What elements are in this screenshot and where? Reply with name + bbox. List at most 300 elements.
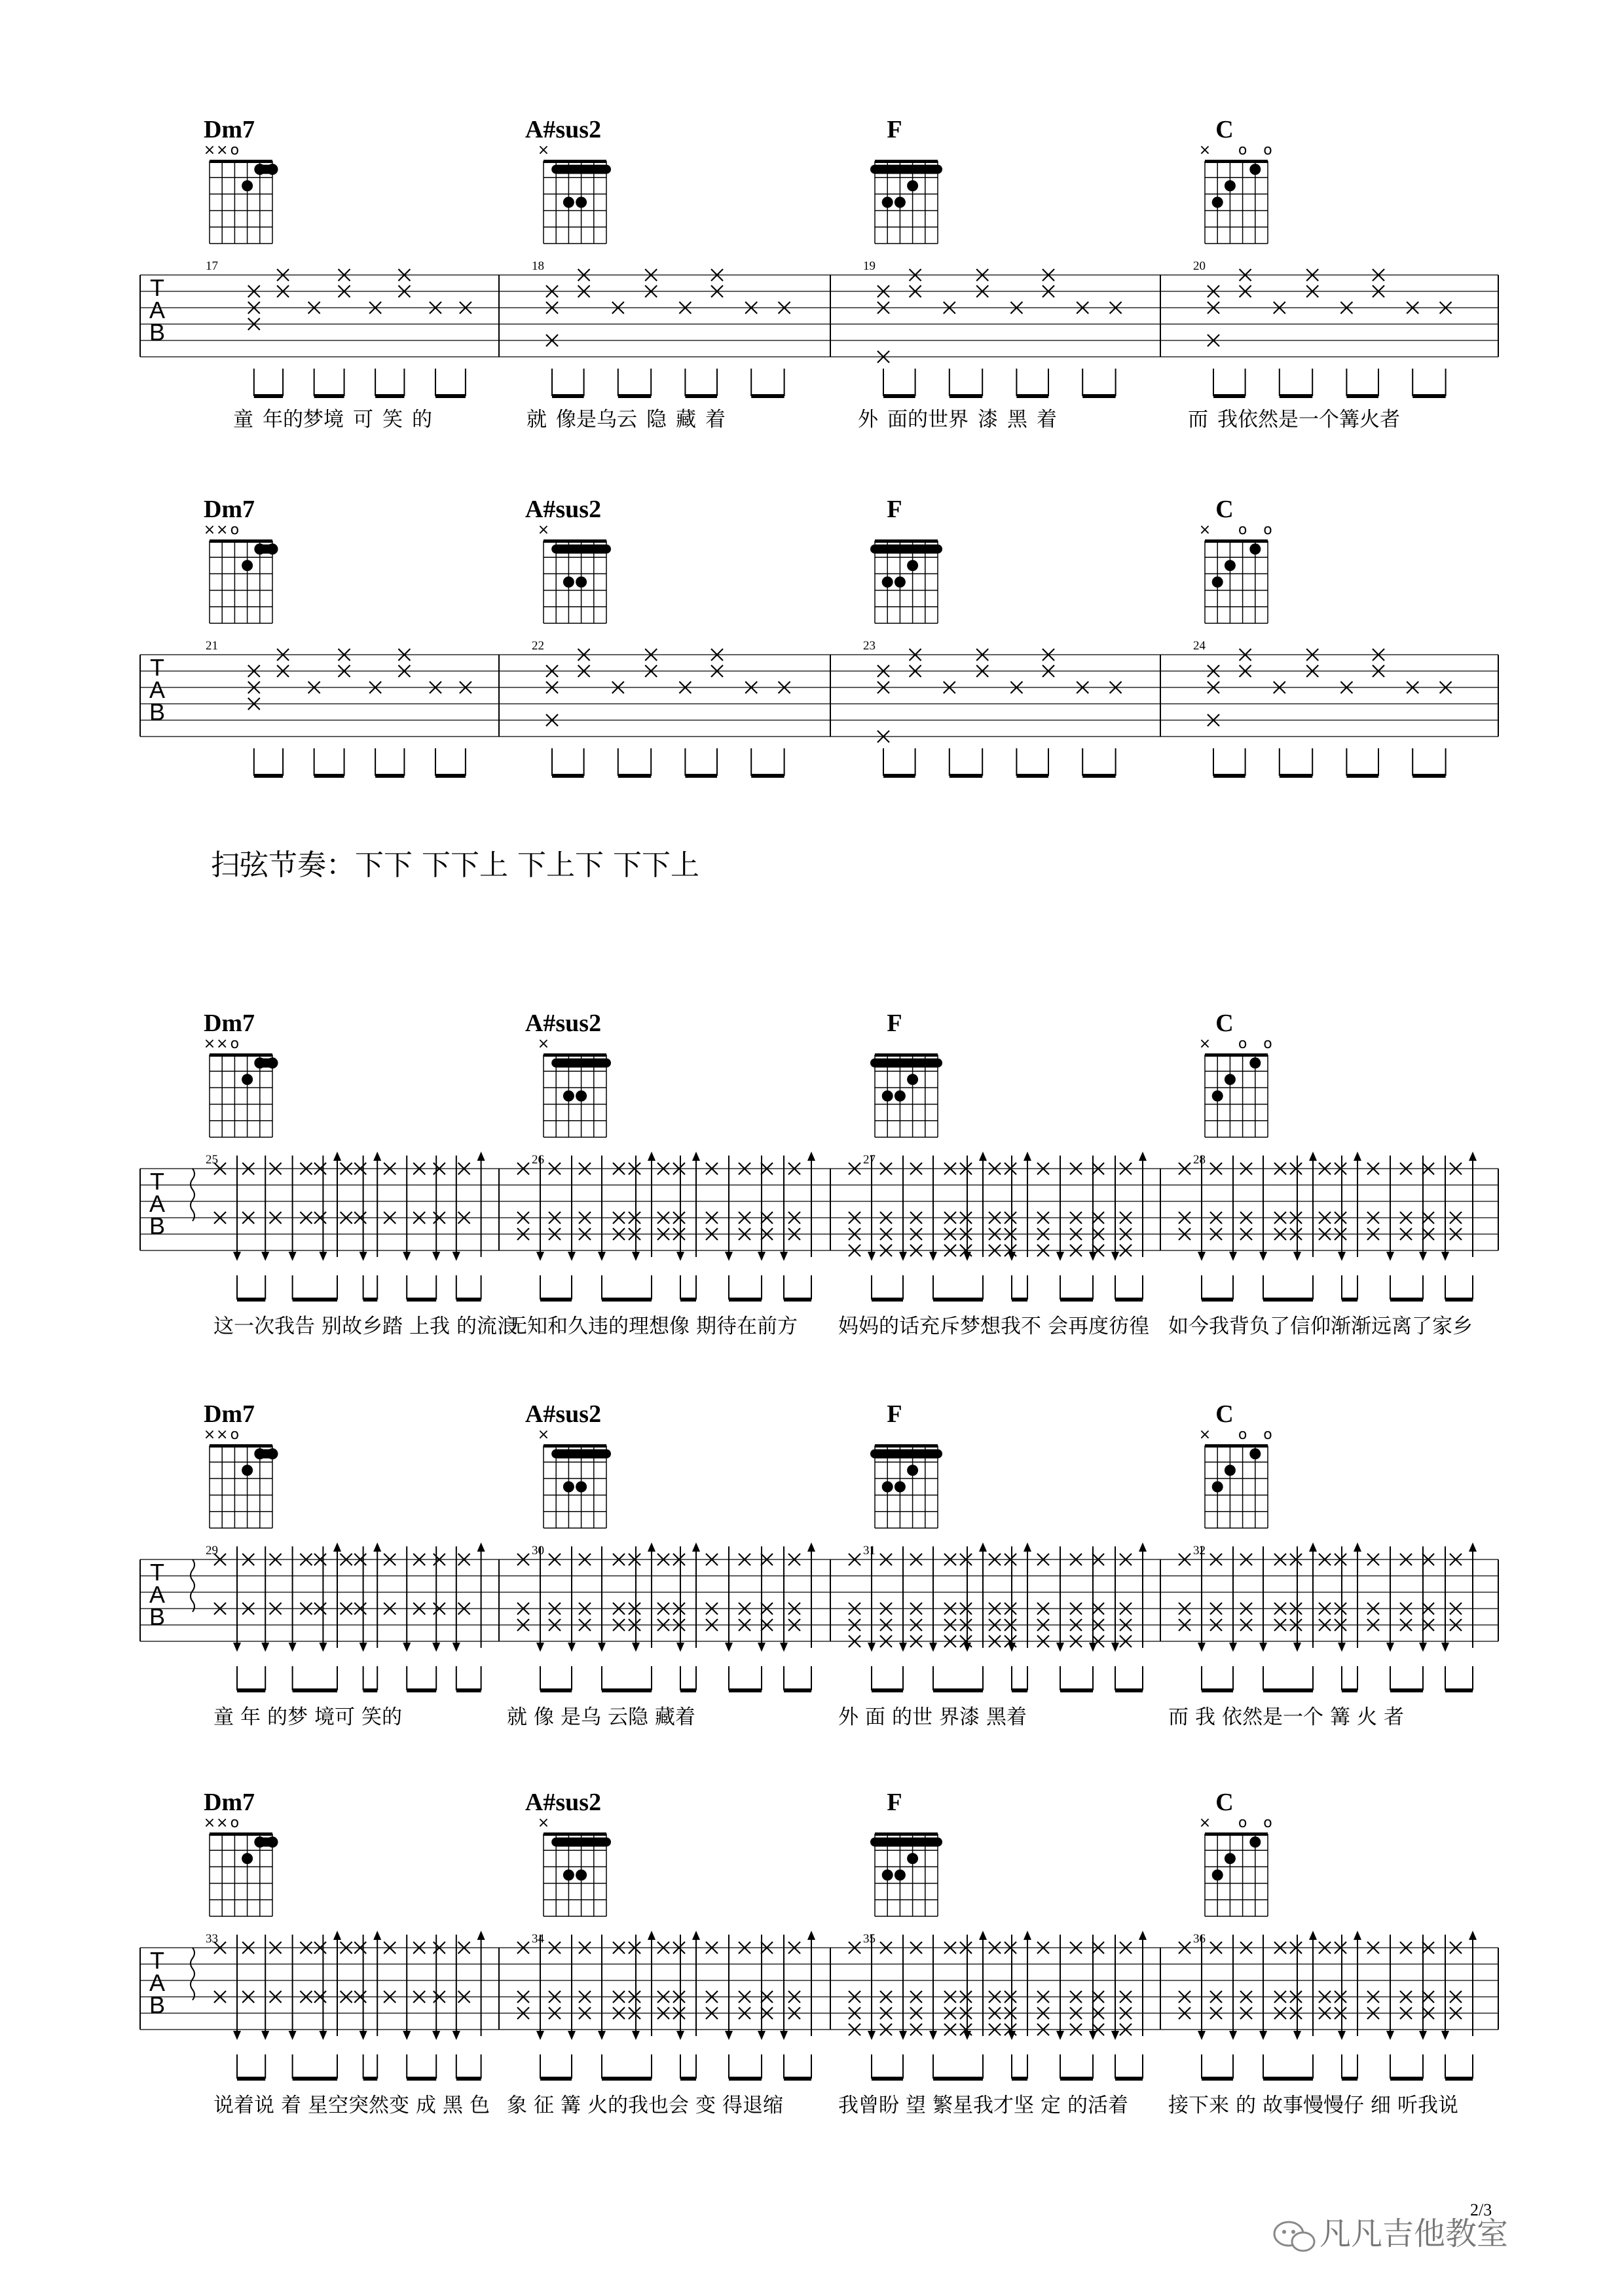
strum-down-arrow [1229, 1643, 1237, 1652]
lyric-line [1168, 2094, 1458, 2117]
strum-down-arrow [452, 1643, 460, 1652]
strum-down-arrow [1008, 2031, 1016, 2040]
measure-number: 24 [1193, 639, 1206, 653]
finger-dot [895, 1482, 906, 1493]
finger-dot [907, 1853, 918, 1864]
lyric-line [838, 1705, 1027, 1729]
muted-string-marker: × [1198, 1815, 1211, 1831]
chord-diagram [1199, 496, 1272, 623]
strum-down-arrow [929, 1643, 937, 1652]
strum-up-arrow [1139, 1152, 1147, 1161]
strum-down-arrow [233, 1252, 241, 1261]
strum-down-arrow [568, 1643, 576, 1652]
strum-up-arrow [979, 1542, 987, 1552]
finger-dot [267, 1448, 278, 1459]
strum-down-arrow [261, 2031, 269, 2040]
strum-down-arrow [319, 1252, 327, 1261]
strum-down-arrow [1259, 2031, 1267, 2040]
nut [1205, 539, 1268, 543]
lyric-segment: 童 [233, 408, 253, 431]
strum-down-arrow [929, 2031, 937, 2040]
lyric-segment: 着 [705, 408, 726, 431]
tab-clef-letter: B [149, 699, 166, 725]
finger-dot [882, 1482, 893, 1493]
finger-dot [1225, 1465, 1236, 1476]
strum-down-arrow [536, 1643, 544, 1652]
tab-system [140, 1400, 1498, 1729]
barre [551, 1059, 611, 1068]
lyric-segment: 外 [858, 408, 878, 431]
strum-down-arrow [1259, 1252, 1267, 1261]
open-string-marker: o [1238, 522, 1247, 538]
tab-clef-letter: T [150, 274, 164, 301]
chord-diagram [525, 496, 611, 623]
tab-clef-letter: B [149, 1212, 166, 1239]
muted-string-marker: × [1198, 142, 1211, 158]
finger-dot [882, 197, 893, 208]
strum-down-arrow [289, 1643, 297, 1652]
lyric-line [838, 2094, 1128, 2117]
tab-clef-letter: A [149, 1969, 166, 1996]
tab-clef-letter: T [150, 1168, 164, 1195]
nut [210, 539, 272, 543]
strum-down-arrow [632, 1643, 640, 1652]
measure-number: 20 [1193, 259, 1206, 273]
lyric-segment: 接下来 [1168, 2094, 1229, 2117]
chord-diagram [870, 1789, 942, 1916]
lyric-segment: 黑 [443, 2094, 463, 2117]
strum-down-arrow [868, 2031, 876, 2040]
strum-down-arrow [598, 2031, 606, 2040]
lyric-segment: 星空突然变 [308, 2094, 409, 2117]
rasgueado-mark [191, 1948, 194, 2000]
nut [544, 539, 606, 543]
strum-down-arrow [1419, 1643, 1427, 1652]
nut [210, 1444, 272, 1448]
finger-dot [254, 1057, 265, 1068]
strum-up-arrow [1309, 1542, 1317, 1552]
lyric-segment: 境可 [314, 1705, 355, 1729]
measure-number: 23 [863, 639, 876, 653]
finger-dot [254, 1448, 265, 1459]
lyric-line [1188, 408, 1400, 431]
strum-down-arrow [360, 1643, 367, 1652]
strum-down-arrow [1111, 1643, 1119, 1652]
chord-diagram [525, 1400, 611, 1528]
lyric-segment: 童 [213, 1705, 234, 1729]
lyric-segment: 火 [1357, 1705, 1377, 1729]
strum-down-arrow [899, 1643, 907, 1652]
finger-dot [576, 197, 587, 208]
lyric-segment: 隐 [646, 408, 667, 431]
finger-dot [563, 197, 574, 208]
strum-down-arrow [929, 1252, 937, 1261]
tab-clef-letter: B [149, 1992, 166, 2018]
lyric-segment: 火的我也会 [587, 2094, 689, 2117]
nut [875, 1053, 938, 1057]
page-number: 2/3 [1470, 2200, 1492, 2219]
measure-number: 22 [532, 639, 544, 653]
strum-up-arrow [1139, 1542, 1147, 1552]
finger-dot [882, 577, 893, 588]
lyric-segment: 征 [534, 2094, 554, 2117]
strum-down-arrow [676, 2031, 684, 2040]
chord-diagram [870, 116, 942, 244]
rasgueado-mark [191, 1559, 194, 1612]
strum-down-arrow [1056, 1252, 1064, 1261]
barre [551, 165, 611, 174]
muted-string-marker: × [203, 522, 216, 538]
chord-diagram [870, 496, 942, 623]
chord-diagram [525, 1789, 611, 1916]
chord-name: F [887, 1400, 902, 1428]
lyric-segment: 繁星我才坚 [932, 2094, 1034, 2117]
strum-down-arrow [1419, 1252, 1427, 1261]
finger-dot [1212, 577, 1223, 588]
strum-down-arrow [1198, 2031, 1206, 2040]
finger-dot [242, 1465, 253, 1476]
finger-dot [882, 1091, 893, 1102]
strum-down-arrow [1293, 1252, 1301, 1261]
strum-up-arrow [1024, 1542, 1031, 1552]
lyric-line [1168, 1315, 1473, 1338]
strum-down-arrow [963, 1643, 971, 1652]
chord-name: A#sus2 [525, 1400, 602, 1428]
strum-down-arrow [1441, 2031, 1449, 2040]
finger-dot [907, 560, 918, 571]
chord-name: F [887, 1789, 902, 1816]
strum-down-arrow [536, 2031, 544, 2040]
open-string-marker: o [230, 1815, 240, 1831]
chord-name: A#sus2 [525, 116, 602, 143]
finger-dot [242, 1853, 253, 1864]
tab-clef-letter: A [149, 1581, 166, 1608]
muted-string-marker: × [537, 522, 550, 538]
tab-system [140, 1789, 1498, 2117]
wechat-watermark [1274, 2215, 1508, 2252]
lyric-segment: 着 [1037, 408, 1057, 431]
strum-down-arrow [1338, 1252, 1346, 1261]
measure-number: 21 [206, 639, 218, 653]
chord-name: C [1215, 1400, 1234, 1428]
muted-string-marker: × [215, 1427, 229, 1443]
lyric-segment: 篝 [1330, 1705, 1350, 1729]
tab-clef-letter: A [149, 1190, 166, 1217]
strum-down-arrow [868, 1643, 876, 1652]
chord-name: Dm7 [203, 1400, 255, 1428]
finger-dot [267, 543, 278, 555]
chord-diagram [870, 1010, 942, 1137]
barre [870, 1059, 942, 1068]
open-string-marker: o [1263, 522, 1272, 538]
finger-dot [1212, 1482, 1223, 1493]
finger-dot [576, 1870, 587, 1881]
strum-down-arrow [403, 2031, 411, 2040]
lyric-line [1168, 1705, 1404, 1729]
lyric-line [507, 2094, 783, 2117]
lyric-segment: 象 [507, 2094, 527, 2117]
strum-down-arrow [403, 1252, 411, 1261]
tab-system [140, 1010, 1498, 1338]
finger-dot [895, 577, 906, 588]
lyric-line [213, 2094, 490, 2117]
chord-name: A#sus2 [525, 1010, 602, 1037]
measure-number: 34 [532, 1932, 544, 1946]
lyric-segment: 的世 [892, 1705, 932, 1729]
finger-dot [895, 1091, 906, 1102]
lyric-segment: 说着说 [213, 2094, 274, 2117]
strum-down-arrow [1198, 1252, 1206, 1261]
finger-dot [1225, 560, 1236, 571]
strum-down-arrow [1293, 1643, 1301, 1652]
chord-diagram [1199, 1010, 1272, 1137]
chord-diagram [204, 496, 278, 623]
strum-up-arrow [692, 1542, 700, 1552]
finger-dot [563, 577, 574, 588]
lyric-segment: 望 [906, 2094, 926, 2117]
open-string-marker: o [1238, 1427, 1247, 1443]
chord-name: C [1215, 496, 1234, 523]
lyric-segment: 色 [470, 2094, 490, 2117]
lyric-segment: 像 [534, 1705, 554, 1729]
strum-down-arrow [1441, 1643, 1449, 1652]
chord-name: C [1215, 1010, 1234, 1037]
tab-clef-letter: T [150, 1559, 164, 1586]
open-string-marker: o [230, 1036, 240, 1052]
chord-diagram [525, 1010, 611, 1137]
lyric-segment: 面的世界 [887, 408, 969, 431]
finger-dot [242, 180, 253, 191]
strum-down-arrow [725, 1252, 733, 1261]
strum-up-arrow [648, 1931, 655, 1940]
tab-clef-letter: T [150, 1947, 164, 1974]
finger-dot [895, 1870, 906, 1881]
lyric-segment: 就 [526, 408, 547, 431]
muted-string-marker: × [203, 1427, 216, 1443]
strum-down-arrow [319, 1643, 327, 1652]
strum-down-arrow [1111, 2031, 1119, 2040]
chord-name: A#sus2 [525, 496, 602, 523]
strum-down-arrow [1419, 2031, 1427, 2040]
muted-string-marker: × [1198, 1036, 1211, 1052]
finger-dot [267, 1836, 278, 1848]
lyric-segment: 我曾盼 [838, 2094, 899, 2117]
measure-number: 35 [863, 1932, 876, 1946]
strum-down-arrow [360, 1252, 367, 1261]
lyric-segment: 面 [865, 1705, 885, 1729]
strum-up-arrow [979, 1152, 987, 1161]
strum-down-arrow [1441, 1252, 1449, 1261]
lyric-segment: 的梦 [267, 1705, 308, 1729]
measure-number: 25 [206, 1153, 218, 1167]
strum-down-arrow [780, 1252, 788, 1261]
finger-dot [907, 1465, 918, 1476]
lyric-segment: 的 [1236, 2094, 1256, 2117]
lyric-segment: 而 [1168, 1705, 1189, 1729]
nut [875, 160, 938, 163]
chord-diagram [1199, 1400, 1272, 1528]
finger-dot [1212, 197, 1223, 208]
nut [875, 1832, 938, 1836]
muted-string-marker: × [537, 142, 550, 158]
strum-up-arrow [1309, 1152, 1317, 1161]
strum-down-arrow [868, 1252, 876, 1261]
tab-clef-letter: A [149, 297, 166, 323]
strum-up-arrow [333, 1152, 341, 1161]
strum-up-arrow [1354, 1152, 1361, 1161]
finger-dot [576, 1091, 587, 1102]
muted-string-marker: × [203, 1036, 216, 1052]
finger-dot [563, 1091, 574, 1102]
lyric-line [507, 1315, 798, 1338]
strum-down-arrow [568, 1252, 576, 1261]
lyric-segment: 像是乌云 [556, 408, 637, 431]
measure-number: 17 [206, 259, 218, 273]
chord-diagram [1199, 1789, 1272, 1916]
strum-down-arrow [632, 2031, 640, 2040]
finger-dot [254, 164, 265, 175]
barre [551, 1449, 611, 1459]
lyric-segment: 界漆 [939, 1705, 980, 1729]
strum-down-arrow [319, 2031, 327, 2040]
lyric-segment: 着 [281, 2094, 301, 2117]
strum-down-arrow [432, 1252, 440, 1261]
strum-down-arrow [1008, 1643, 1016, 1652]
lyric-segment: 漆 [978, 408, 998, 431]
lyric-segment: 藏 [676, 408, 696, 431]
finger-dot [1225, 1853, 1236, 1864]
measure-number: 26 [532, 1153, 544, 1167]
strum-up-arrow [1024, 1152, 1031, 1161]
nut [1205, 1832, 1268, 1836]
measure-number: 31 [863, 1544, 876, 1558]
barre [870, 1449, 942, 1459]
finger-dot [1249, 1448, 1261, 1459]
muted-string-marker: × [203, 142, 216, 158]
lyric-segment: 笑 [382, 408, 403, 431]
lyric-segment: 者 [1384, 1705, 1404, 1729]
measure-number: 27 [863, 1153, 876, 1167]
measure-number: 30 [532, 1544, 544, 1558]
strum-down-arrow [233, 1643, 241, 1652]
open-string-marker: o [1263, 142, 1272, 158]
nut [544, 1444, 606, 1448]
strum-down-arrow [403, 1643, 411, 1652]
chord-name: Dm7 [203, 116, 255, 143]
muted-string-marker: × [215, 1036, 229, 1052]
open-string-marker: o [1263, 1815, 1272, 1831]
muted-string-marker: × [1198, 522, 1211, 538]
strum-up-arrow [1469, 1152, 1477, 1161]
strum-down-arrow [780, 1643, 788, 1652]
lyric-segment: 就 [507, 1705, 527, 1729]
open-string-marker: o [230, 142, 240, 158]
finger-dot [1249, 1057, 1261, 1068]
lyric-segment: 篝 [561, 2094, 581, 2117]
lyric-segment: 故事慢慢仔 [1263, 2094, 1364, 2117]
strum-down-arrow [1008, 1252, 1016, 1261]
measure-number: 36 [1193, 1932, 1206, 1946]
finger-dot [1249, 543, 1261, 555]
finger-dot [1212, 1870, 1223, 1881]
strum-down-arrow [1259, 1643, 1267, 1652]
chord-name: F [887, 496, 902, 523]
open-string-marker: o [1238, 1815, 1247, 1831]
finger-dot [907, 180, 918, 191]
strum-down-arrow [1338, 2031, 1346, 2040]
lyric-segment: 细 [1371, 2094, 1391, 2117]
strum-down-arrow [289, 2031, 297, 2040]
lyric-segment: 听我说 [1397, 2094, 1458, 2117]
strum-down-arrow [1386, 2031, 1394, 2040]
chord-diagram [870, 1400, 942, 1528]
strum-down-arrow [780, 2031, 788, 2040]
barre [870, 165, 942, 174]
strum-down-arrow [432, 2031, 440, 2040]
tab-systems [140, 116, 1498, 2117]
strum-up-arrow [648, 1152, 655, 1161]
lyric-line [213, 1315, 517, 1338]
open-string-marker: o [1238, 142, 1247, 158]
nut [875, 539, 938, 543]
chord-name: A#sus2 [525, 1789, 602, 1816]
finger-dot [1212, 1091, 1223, 1102]
tab-clef-letter: T [150, 654, 164, 681]
muted-string-marker: × [537, 1815, 550, 1831]
strum-down-arrow [632, 1252, 640, 1261]
strum-down-arrow [360, 2031, 367, 2040]
nut [544, 1832, 606, 1836]
finger-dot [254, 543, 265, 555]
finger-dot [267, 1057, 278, 1068]
chord-name: C [1215, 116, 1234, 143]
nut [544, 160, 606, 163]
lyric-segment: 而 [1188, 408, 1208, 431]
finger-dot [563, 1482, 574, 1493]
strum-up-arrow [477, 1542, 485, 1552]
muted-string-marker: × [537, 1427, 550, 1443]
finger-dot [895, 197, 906, 208]
lyric-segment: 藏着 [655, 1705, 695, 1729]
lyric-segment: 年的梦境 [263, 408, 344, 431]
tab-clef-letter: B [149, 1603, 166, 1630]
barre [870, 1838, 942, 1847]
muted-string-marker: × [215, 522, 229, 538]
strum-down-arrow [758, 2031, 766, 2040]
strum-down-arrow [1338, 1643, 1346, 1652]
lyric-segment: 别故乡踏 [322, 1315, 403, 1338]
finger-dot [242, 1074, 253, 1085]
strum-down-arrow [758, 1643, 766, 1652]
nut [210, 1832, 272, 1836]
nut [210, 1053, 272, 1057]
lyric-segment: 定 [1041, 2094, 1061, 2117]
lyric-line [858, 408, 1057, 431]
lyric-segment: 我 [1195, 1705, 1215, 1729]
strum-up-arrow [477, 1152, 485, 1161]
strum-down-arrow [758, 1252, 766, 1261]
lyric-segment: 黑着 [986, 1705, 1027, 1729]
chord-diagram [204, 1400, 278, 1528]
lyric-segment: 变 [695, 2094, 716, 2117]
strum-up-arrow [1024, 1931, 1031, 1940]
strum-down-arrow [536, 1252, 544, 1261]
lyric-segment: 的 [412, 408, 432, 431]
strum-down-arrow [676, 1643, 684, 1652]
strum-down-arrow [1111, 1252, 1119, 1261]
measure-number: 19 [863, 259, 876, 273]
open-string-marker: o [230, 522, 240, 538]
